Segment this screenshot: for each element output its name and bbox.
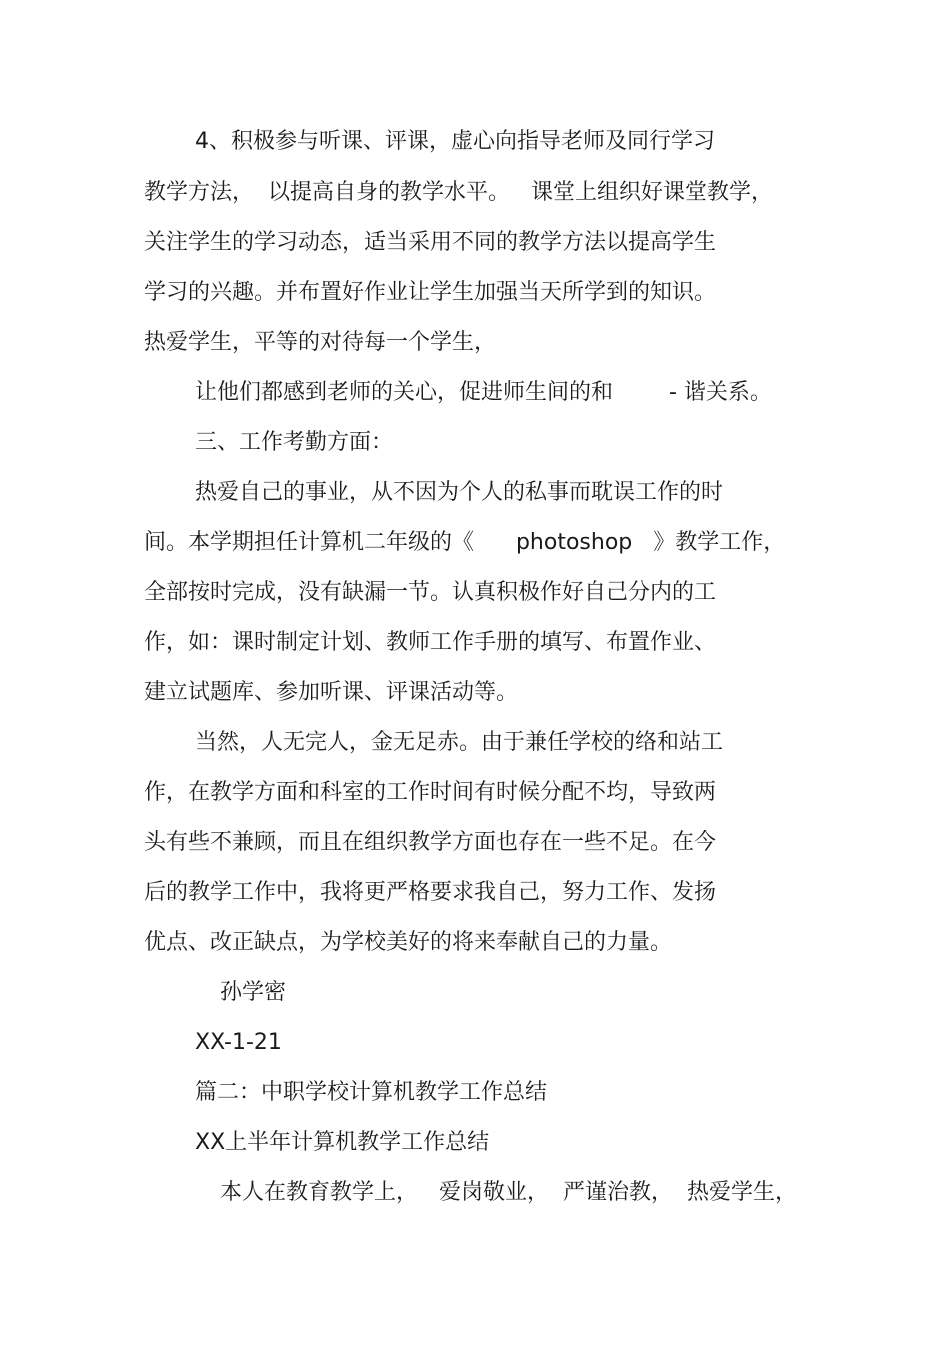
text-line-4: 学习的兴趣。并布置好作业让学生加强当天所学到的知识。: [144, 280, 717, 305]
text-line-12: 建立试题库、参加听课、评课活动等。: [144, 680, 519, 705]
section-heading-attendance: 三、工作考勤方面：: [195, 430, 394, 455]
text-line-5: 热爱学生，平等的对待每一个学生，: [144, 330, 497, 355]
chapter-title: 篇二：中职学校计算机教学工作总结: [195, 1080, 548, 1105]
text-line-10: 全部按时完成，没有缺漏一节。认真积极作好自己分内的工: [144, 580, 717, 605]
text-line-14: 作，在教学方面和科室的工作时间有时候分配不均，导致两: [144, 780, 717, 805]
text-line-13: 当然，人无完人，金无足赤。由于兼任学校的络和站工: [195, 730, 724, 755]
text-line-11: 作，如：课时制定计划、教师工作手册的填写、布置作业、: [144, 630, 717, 655]
text-line-22: 本人在教育教学上， 爱岗敬业， 严谨治教， 热爱学生，: [220, 1180, 797, 1205]
text-line-17: 优点、改正缺点，为学校美好的将来奉献自己的力量。: [144, 930, 673, 955]
author-name: 孙学密: [220, 980, 287, 1005]
text-line-15: 头有些不兼顾，而且在组织教学方面也存在一些不足。在今: [144, 830, 717, 855]
text-line-8: 热爱自己的事业，从不因为个人的私事而耽误工作的时: [195, 480, 724, 505]
text-line-2: 教学方法， 以提高自身的教学水平。 课堂上组织好课堂教学，: [144, 180, 773, 205]
document-date: XX-1-21: [195, 1030, 282, 1055]
text-line-3: 关注学生的学习动态，适当采用不同的教学方法以提高学生: [144, 230, 717, 255]
section-title: XX上半年计算机教学工作总结: [195, 1130, 490, 1155]
text-line-9: 间。本学期担任计算机二年级的《 photoshop 》教学工作，: [144, 530, 786, 555]
text-line-16: 后的教学工作中，我将更严格要求我自己，努力工作、发扬: [144, 880, 717, 905]
text-line-1: 4、积极参与听课、评课，虚心向指导老师及同行学习: [195, 129, 715, 154]
text-line-6: 让他们都感到老师的关心，促进师生间的和 - 谐关系。: [195, 380, 772, 405]
